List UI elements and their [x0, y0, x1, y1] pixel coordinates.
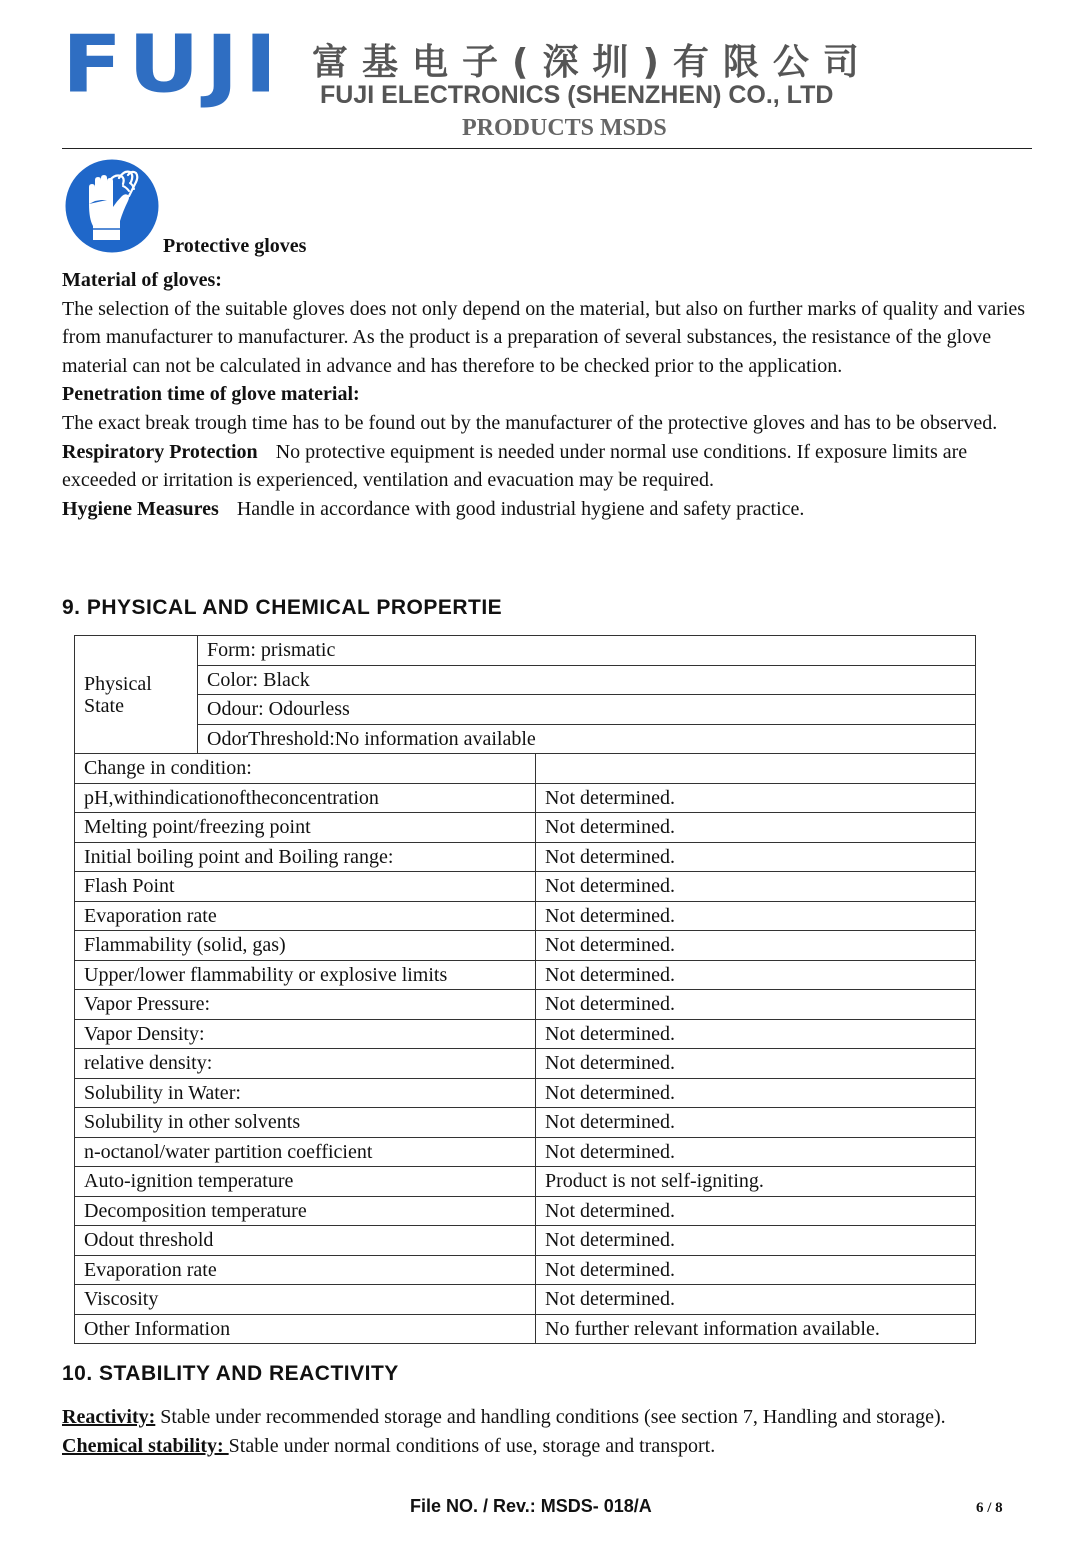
table-row — [75, 1019, 976, 1049]
penetration-text: The exact break trough time has to be found out by the manufacturer of the protective gloves and has to be observed. — [62, 411, 998, 434]
property-name: Solubility in other solvents — [75, 1108, 536, 1138]
change-in-condition-value — [536, 754, 976, 784]
table-row — [75, 931, 976, 961]
property-name: Solubility in Water: — [75, 1078, 536, 1108]
physical-state-label — [75, 636, 198, 754]
property-value: Not determined. — [536, 931, 976, 961]
hygiene-label: Hygiene Measures — [62, 497, 219, 520]
property-name: Evaporation rate — [75, 901, 536, 931]
table-row — [75, 1285, 976, 1315]
table-row — [75, 1108, 976, 1138]
protective-gloves-icon — [62, 156, 162, 256]
property-value: Not determined. — [536, 1078, 976, 1108]
physical-state-color: Color: Black — [198, 665, 976, 695]
table-row — [75, 1314, 976, 1344]
penetration-heading: Penetration time of glove material: — [62, 383, 360, 406]
property-name: Viscosity — [75, 1285, 536, 1315]
physical-state-label-line-1: Physical — [84, 672, 152, 695]
hygiene-paragraph — [62, 495, 1030, 524]
property-name: Vapor Pressure: — [75, 990, 536, 1020]
protection-text-block — [62, 266, 1030, 523]
document-header — [0, 0, 1090, 150]
table-row — [75, 990, 976, 1020]
company-name-chinese: 富基电子(深圳)有限公司 — [312, 42, 873, 83]
physical-state-odour: Odour: Odourless — [198, 695, 976, 725]
reactivity-paragraph — [62, 1403, 1030, 1432]
fuji-logo: FUJI — [62, 17, 284, 111]
table-row — [75, 960, 976, 990]
property-value: Not determined. — [536, 960, 976, 990]
table-row — [75, 754, 976, 784]
property-value: Not determined. — [536, 872, 976, 902]
property-value: Not determined. — [536, 813, 976, 843]
table-row — [75, 901, 976, 931]
property-value: Not determined. — [536, 1137, 976, 1167]
property-value: Not determined. — [536, 1108, 976, 1138]
table-row — [75, 842, 976, 872]
property-value: Not determined. — [536, 901, 976, 931]
property-name: n-octanol/water partition coefficient — [75, 1137, 536, 1167]
header-divider — [62, 148, 1032, 149]
property-value: Not determined. — [536, 1019, 976, 1049]
material-heading: Material of gloves: — [62, 269, 222, 291]
chemical-stability-label: Chemical stability: — [62, 1434, 229, 1457]
property-name: Decomposition temperature — [75, 1196, 536, 1226]
table-row — [75, 1137, 976, 1167]
table-row — [75, 636, 976, 666]
change-in-condition-label: Change in condition: — [75, 754, 536, 784]
respiratory-text: No protective equipment is needed under normal use conditions. If exposure limits are exceeded or irritation is experienced, ventilation and evacuation may be required. — [62, 440, 968, 492]
table-row — [75, 1196, 976, 1226]
property-value: Not determined. — [536, 1226, 976, 1256]
chemical-stability-text: Stable under normal conditions of use, storage and transport. — [228, 1434, 716, 1457]
physical-chemical-properties-table — [74, 635, 976, 1344]
physical-state-odor-threshold: OdorThreshold:No information available — [198, 724, 976, 754]
table-row — [75, 665, 976, 695]
section-9-title: 9. PHYSICAL AND CHEMICAL PROPERTIE — [62, 596, 503, 619]
section-10-title: 10. STABILITY AND REACTIVITY — [62, 1362, 399, 1385]
property-value: Product is not self-igniting. — [536, 1167, 976, 1197]
table-row — [75, 872, 976, 902]
property-name: Other Information — [75, 1314, 536, 1344]
hygiene-text: Handle in accordance with good industrial hygiene and safety practice. — [236, 497, 805, 520]
property-name: Vapor Density: — [75, 1019, 536, 1049]
table-row — [75, 1049, 976, 1079]
property-name: Melting point/freezing point — [75, 813, 536, 843]
property-name: Initial boiling point and Boiling range: — [75, 842, 536, 872]
company-name-english: FUJI ELECTRONICS (SHENZHEN) CO., LTD — [320, 81, 834, 109]
footer-file-number: File NO. / Rev.: MSDS- 018/A — [410, 1496, 652, 1516]
physical-state-label-line-2: State — [84, 694, 124, 717]
document-type: PRODUCTS MSDS — [462, 115, 667, 141]
table-row — [75, 783, 976, 813]
property-value: Not determined. — [536, 1255, 976, 1285]
reactivity-text: Stable under recommended storage and handling conditions (see section 7, Handling and storage). — [155, 1406, 946, 1428]
property-name: Upper/lower flammability or explosive limits — [75, 960, 536, 990]
property-value: No further relevant information available. — [536, 1314, 976, 1344]
property-value: Not determined. — [536, 1196, 976, 1226]
table-row — [75, 724, 976, 754]
property-value: Not determined. — [536, 842, 976, 872]
chemical-stability-paragraph — [62, 1432, 1030, 1461]
property-name: pH,withindicationoftheconcentration — [75, 783, 536, 813]
respiratory-label: Respiratory Protection — [62, 440, 258, 463]
property-value: Not determined. — [536, 1049, 976, 1079]
footer-page-number: 6 / 8 — [976, 1500, 1003, 1516]
table-row — [75, 1167, 976, 1197]
physical-state-form: Form: prismatic — [198, 636, 976, 666]
property-name: Odout threshold — [75, 1226, 536, 1256]
protective-gloves-title: Protective gloves — [163, 235, 307, 257]
property-name: Flash Point — [75, 872, 536, 902]
property-value: Not determined. — [536, 1285, 976, 1315]
table-row — [75, 1078, 976, 1108]
property-name: relative density: — [75, 1049, 536, 1079]
reactivity-label: Reactivity: — [62, 1406, 156, 1428]
table-row — [75, 1226, 976, 1256]
respiratory-paragraph — [62, 438, 1030, 495]
property-value: Not determined. — [536, 783, 976, 813]
property-name: Auto-ignition temperature — [75, 1167, 536, 1197]
table-row — [75, 813, 976, 843]
stability-reactivity-text — [62, 1403, 1030, 1460]
table-row — [75, 1255, 976, 1285]
table-row — [75, 695, 976, 725]
property-name: Flammability (solid, gas) — [75, 931, 536, 961]
property-value: Not determined. — [536, 990, 976, 1020]
property-name: Evaporation rate — [75, 1255, 536, 1285]
material-text: The selection of the suitable gloves does not only depend on the material, but also on further marks of quality and varies from manufacturer to manufacturer. As the product is a preparation of several substances, the resistance of the glove material can not be calculated in advance and has therefore to be checked prior to the application. — [62, 297, 1026, 377]
